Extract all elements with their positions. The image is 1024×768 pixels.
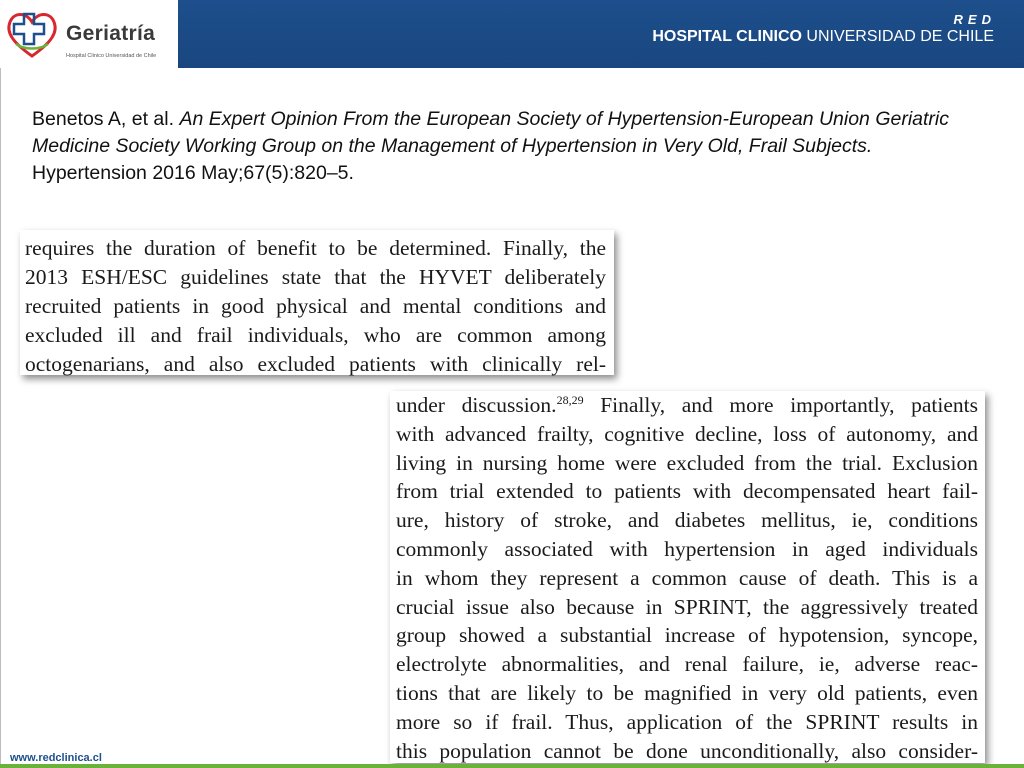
left-border	[0, 68, 1, 768]
hospital-label	[652, 28, 994, 46]
excerpt-text: Finally, and more importantly, patients	[583, 393, 979, 417]
excerpt-line: 2013 ESH/ESC guidelines state that the HYVET deliberately	[25, 265, 606, 289]
excerpt-line: living in nursing home were excluded from the trial. Exclusion	[396, 450, 978, 475]
excerpt-line: commonly associated with hypertension in aged individuals	[396, 536, 978, 561]
footer-green-line	[0, 764, 1024, 768]
excerpt-line: from trial extended to patients with decompensated heart fail-	[396, 479, 978, 504]
reference-superscript: 28,29	[556, 393, 584, 407]
excerpt-top	[20, 230, 614, 375]
citation-title: An Expert Opinion From the European Society of Hypertension-European Union Geriatric Medicine Society Working Group on the Management of Hypertension in Very Old, Frail Subjects.	[32, 108, 950, 157]
header	[0, 0, 1024, 68]
heart-cross-logo-icon	[2, 4, 62, 62]
citation-source: Hypertension 2016 May;67(5):820–5.	[32, 162, 354, 184]
footer-url[interactable]: www.redclinica.cl	[10, 752, 102, 764]
excerpt-bottom	[390, 391, 985, 763]
excerpt-line: with advanced frailty, cognitive decline, loss of autonomy, and	[396, 421, 978, 446]
logo-name: Geriatría	[66, 22, 156, 45]
header-banner	[178, 0, 1024, 68]
excerpt-line: octogenarians, and also excluded patients with clinically rel-	[25, 352, 606, 376]
excerpt-line: crucial issue also because in SPRINT, the aggressively treated	[396, 594, 978, 619]
red-label: RED	[953, 12, 996, 27]
excerpt-line: tions that are likely to be magnified in very old patients, even	[396, 680, 978, 705]
excerpt-line: recruited patients in good physical and mental conditions and	[25, 294, 606, 318]
excerpt-line: ure, history of stroke, and diabetes mellitus, ie, conditions	[396, 508, 978, 533]
excerpt-line: excluded ill and frail individuals, who are common among	[25, 323, 606, 347]
excerpt-text: under discussion.	[396, 393, 557, 417]
geriatria-logo[interactable]	[0, 0, 178, 68]
hospital-label-bold: HOSPITAL CLINICO	[652, 28, 802, 45]
hospital-label-rest: UNIVERSIDAD DE CHILE	[801, 28, 994, 45]
citation	[32, 106, 972, 187]
citation-authors: Benetos A, et al.	[32, 108, 180, 130]
excerpt-line: electrolyte abnormalities, and renal failure, ie, adverse reac-	[396, 652, 978, 677]
excerpt-line: group showed a substantial increase of hypotension, syncope,	[396, 623, 978, 648]
logo-subtitle: Hospital Clinico Universidad de Chile	[66, 53, 157, 59]
excerpt-line: requires the duration of benefit to be determined. Finally, the	[25, 236, 606, 260]
excerpt-line: this population cannot be done unconditionally, also consider-	[396, 738, 978, 763]
excerpt-line: more so if frail. Thus, application of the SPRINT results in	[396, 709, 978, 734]
excerpt-line	[396, 391, 978, 420]
excerpt-line: in whom they represent a common cause of death. This is a	[396, 565, 978, 590]
